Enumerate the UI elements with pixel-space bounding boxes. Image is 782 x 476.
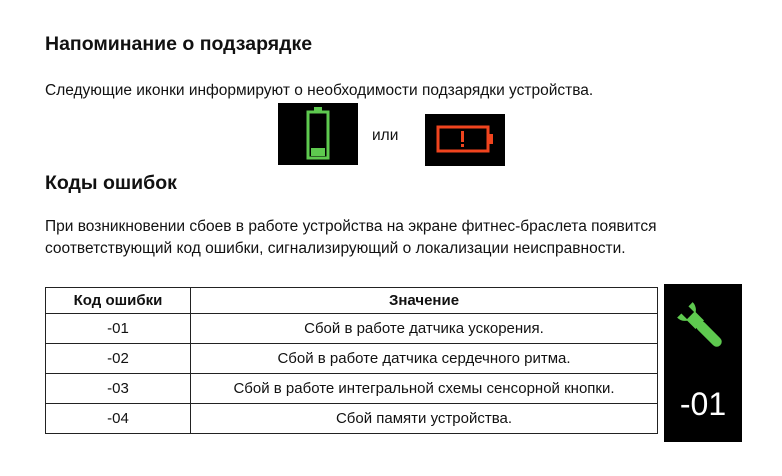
table-row <box>46 374 658 404</box>
device-error-screen <box>664 284 742 442</box>
column-header-meaning: Значение <box>191 288 658 314</box>
or-label: или <box>372 127 399 144</box>
error-codes-description: При возникновении сбоев в работе устройства на экране фитнес-браслета появится соответствующий код ошибки, сигнализирующий о локализации неисправности. <box>45 218 657 257</box>
error-code-cell: -03 <box>46 374 191 404</box>
column-header-code: Код ошибки <box>46 288 191 314</box>
device-error-code: -01 <box>679 386 727 422</box>
error-code-cell: -02 <box>46 344 191 374</box>
error-meaning-cell: Сбой памяти устройства. <box>191 404 658 434</box>
error-meaning-cell: Сбой в работе интегральной схемы сенсорной кнопки. <box>191 374 658 404</box>
error-meaning-cell: Сбой в работе датчика ускорения. <box>191 314 658 344</box>
table-header-row <box>46 288 658 314</box>
table-row <box>46 344 658 374</box>
error-meaning-cell: Сбой в работе датчика сердечного ритма. <box>191 344 658 374</box>
error-codes-heading: Коды ошибок <box>45 172 177 194</box>
battery-warning-red-icon <box>425 114 505 166</box>
error-codes-table <box>45 287 658 434</box>
error-code-cell: -04 <box>46 404 191 434</box>
table-row <box>46 314 658 344</box>
error-code-cell: -01 <box>46 314 191 344</box>
recharge-heading: Напоминание о подзарядке <box>45 33 313 55</box>
battery-low-green-icon <box>278 103 358 165</box>
recharge-description: Следующие иконки информируют о необходимости подзарядки устройства. <box>45 82 594 99</box>
table-row <box>46 404 658 434</box>
wrench-icon <box>664 284 742 384</box>
